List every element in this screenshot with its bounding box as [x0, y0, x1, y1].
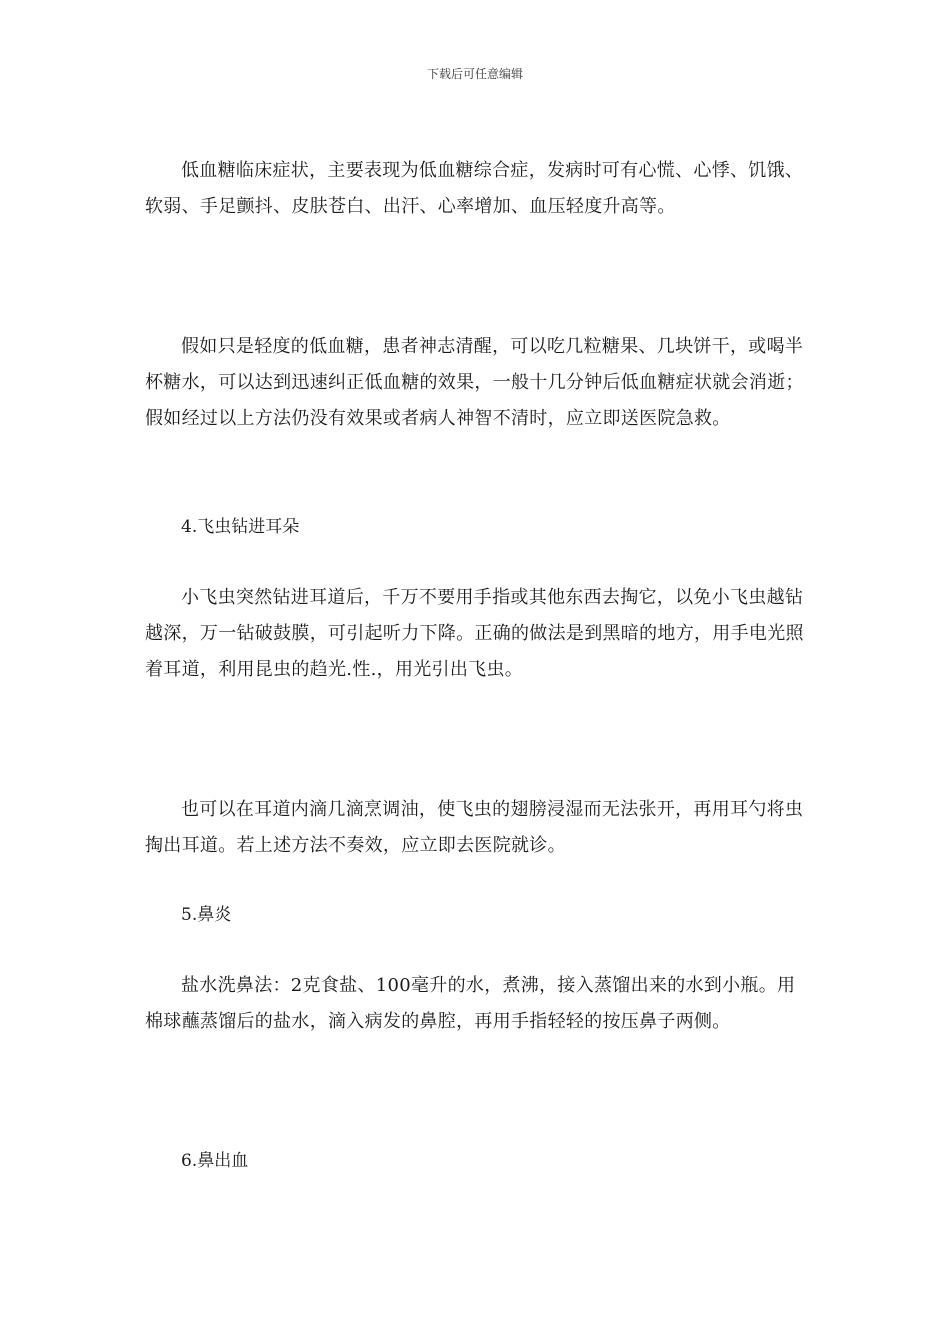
heading-rhinitis: 5.鼻炎 [181, 905, 232, 925]
heading-insect-in-ear: 4.飞虫钻进耳朵 [181, 517, 300, 537]
paragraph-insect-oil-method: 也可以在耳道内滴几滴烹调油，使飞虫的翅膀浸湿而无法张开，再用耳勺将虫掏出耳道。若上述方法不奏效，应立即去医院就诊。 [145, 799, 804, 856]
paragraph-hypoglycemia-treatment: 假如只是轻度的低血糖，患者神志清醒，可以吃几粒糖果、几块饼干，或喝半杯糖水，可以达到迅速纠正低血糖的效果，一般十几分钟后低血糖症状就会消逝；假如经过以上方法仍没有效果或者病人神智不清时，应立即送医院急救。 [145, 336, 804, 429]
paragraph-hypoglycemia-symptoms: 低血糖临床症状，主要表现为低血糖综合症，发病时可有心慌、心悸、饥饿、软弱、手足颤抖、皮肤苍白、出汗、心率增加、血压轻度升高等。 [145, 160, 804, 217]
paragraph-rhinitis-saline: 盐水洗鼻法：2克食盐、100毫升的水，煮沸，接入蒸馏出来的水到小瓶。用棉球蘸蒸馏后的盐水，滴入病发的鼻腔，再用手指轻轻的按压鼻子两侧。 [145, 975, 796, 1032]
heading-nosebleed: 6.鼻出血 [181, 1151, 249, 1171]
page-header: 下载后可任意编辑 [426, 67, 523, 81]
paragraph-insect-in-ear: 小飞虫突然钻进耳道后，千万不要用手指或其他东西去掏它，以免小飞虫越钻越深，万一钻破鼓膜，可引起听力下降。正确的做法是到黑暗的地方，用手电光照着耳道，利用昆虫的趋光.性.，用光引出飞虫。 [145, 587, 804, 680]
